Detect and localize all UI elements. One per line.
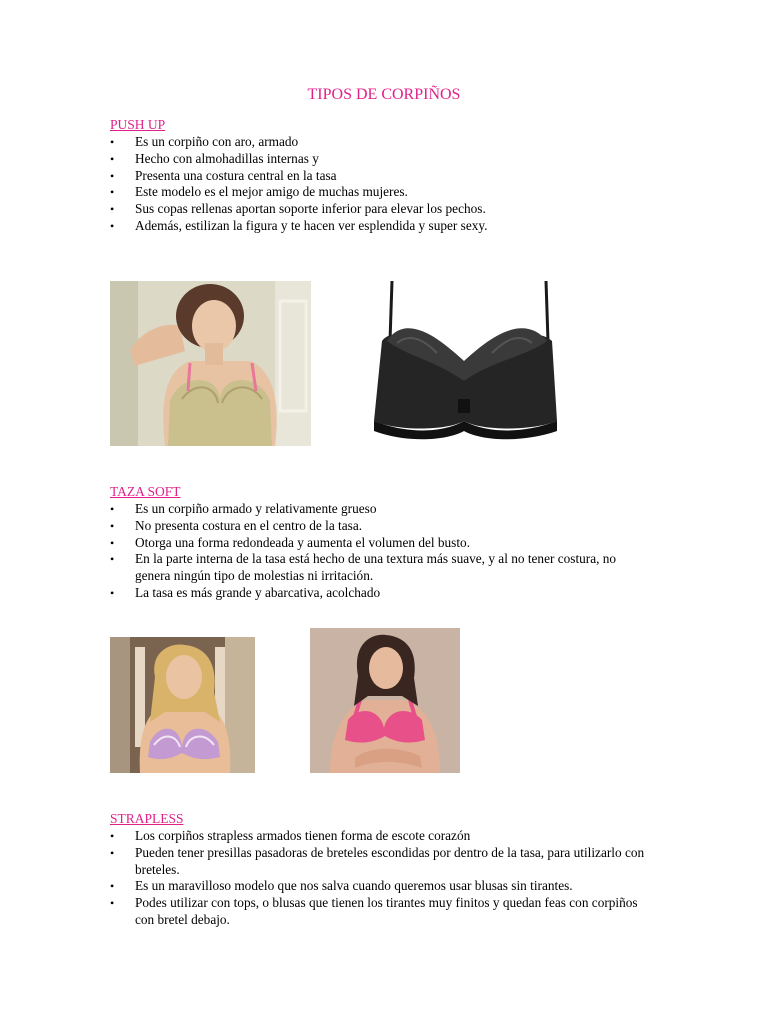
list-item: • Los corpiños strapless armados tienen forma de escote corazón [110,828,650,845]
list-item: • No presenta costura en el centro de la tasa. [110,518,650,535]
section-heading-push-up: PUSH UP [110,117,166,132]
section-heading-strapless: STRAPLESS [110,811,184,826]
list-item: • Pueden tener presillas pasadoras de breteles escondidas por dentro de la tasa, para utilizarlo con breteles. [110,845,650,879]
list-item: • En la parte interna de la tasa está hecho de una textura más suave, y al no tener costura, no genera ningún tipo de molestias ni irritación. [110,551,650,585]
list-item: • Es un maravilloso modelo que nos salva cuando queremos usar blusas sin tirantes. [110,878,650,895]
list-item: • Podes utilizar con tops, o blusas que tienen los tirantes muy finitos y quedan feas con corpiños con bretel debajo. [110,895,650,929]
list-item: • Presenta una costura central en la tasa [110,168,650,185]
photo-model-lace-bodysuit [110,281,311,446]
list-item: • Este modelo es el mejor amigo de muchas mujeres. [110,184,650,201]
section-heading-taza-soft: TAZA SOFT [110,484,181,499]
photo-model-pink-bra [310,628,460,773]
list-item: • La tasa es más grande y abarcativa, acolchado [110,585,650,602]
list-item: • Sus copas rellenas aportan soporte inferior para elevar los pechos. [110,201,650,218]
photo-black-push-up-bra [352,281,576,446]
list-item: • Es un corpiño armado y relativamente grueso [110,501,650,518]
bullet-list-push-up [110,134,650,235]
list-item: • Hecho con almohadillas internas y [110,151,650,168]
bullet-list-strapless [110,828,650,929]
list-item: • Otorga una forma redondeada y aumenta el volumen del busto. [110,535,650,552]
page-title: TIPOS DE CORPIÑOS [307,86,461,103]
list-item: • Además, estilizan la figura y te hacen ver esplendida y super sexy. [110,218,650,235]
photo-model-lilac-bra [110,637,255,773]
list-item: • Es un corpiño con aro, armado [110,134,650,151]
bullet-list-taza-soft [110,501,650,602]
